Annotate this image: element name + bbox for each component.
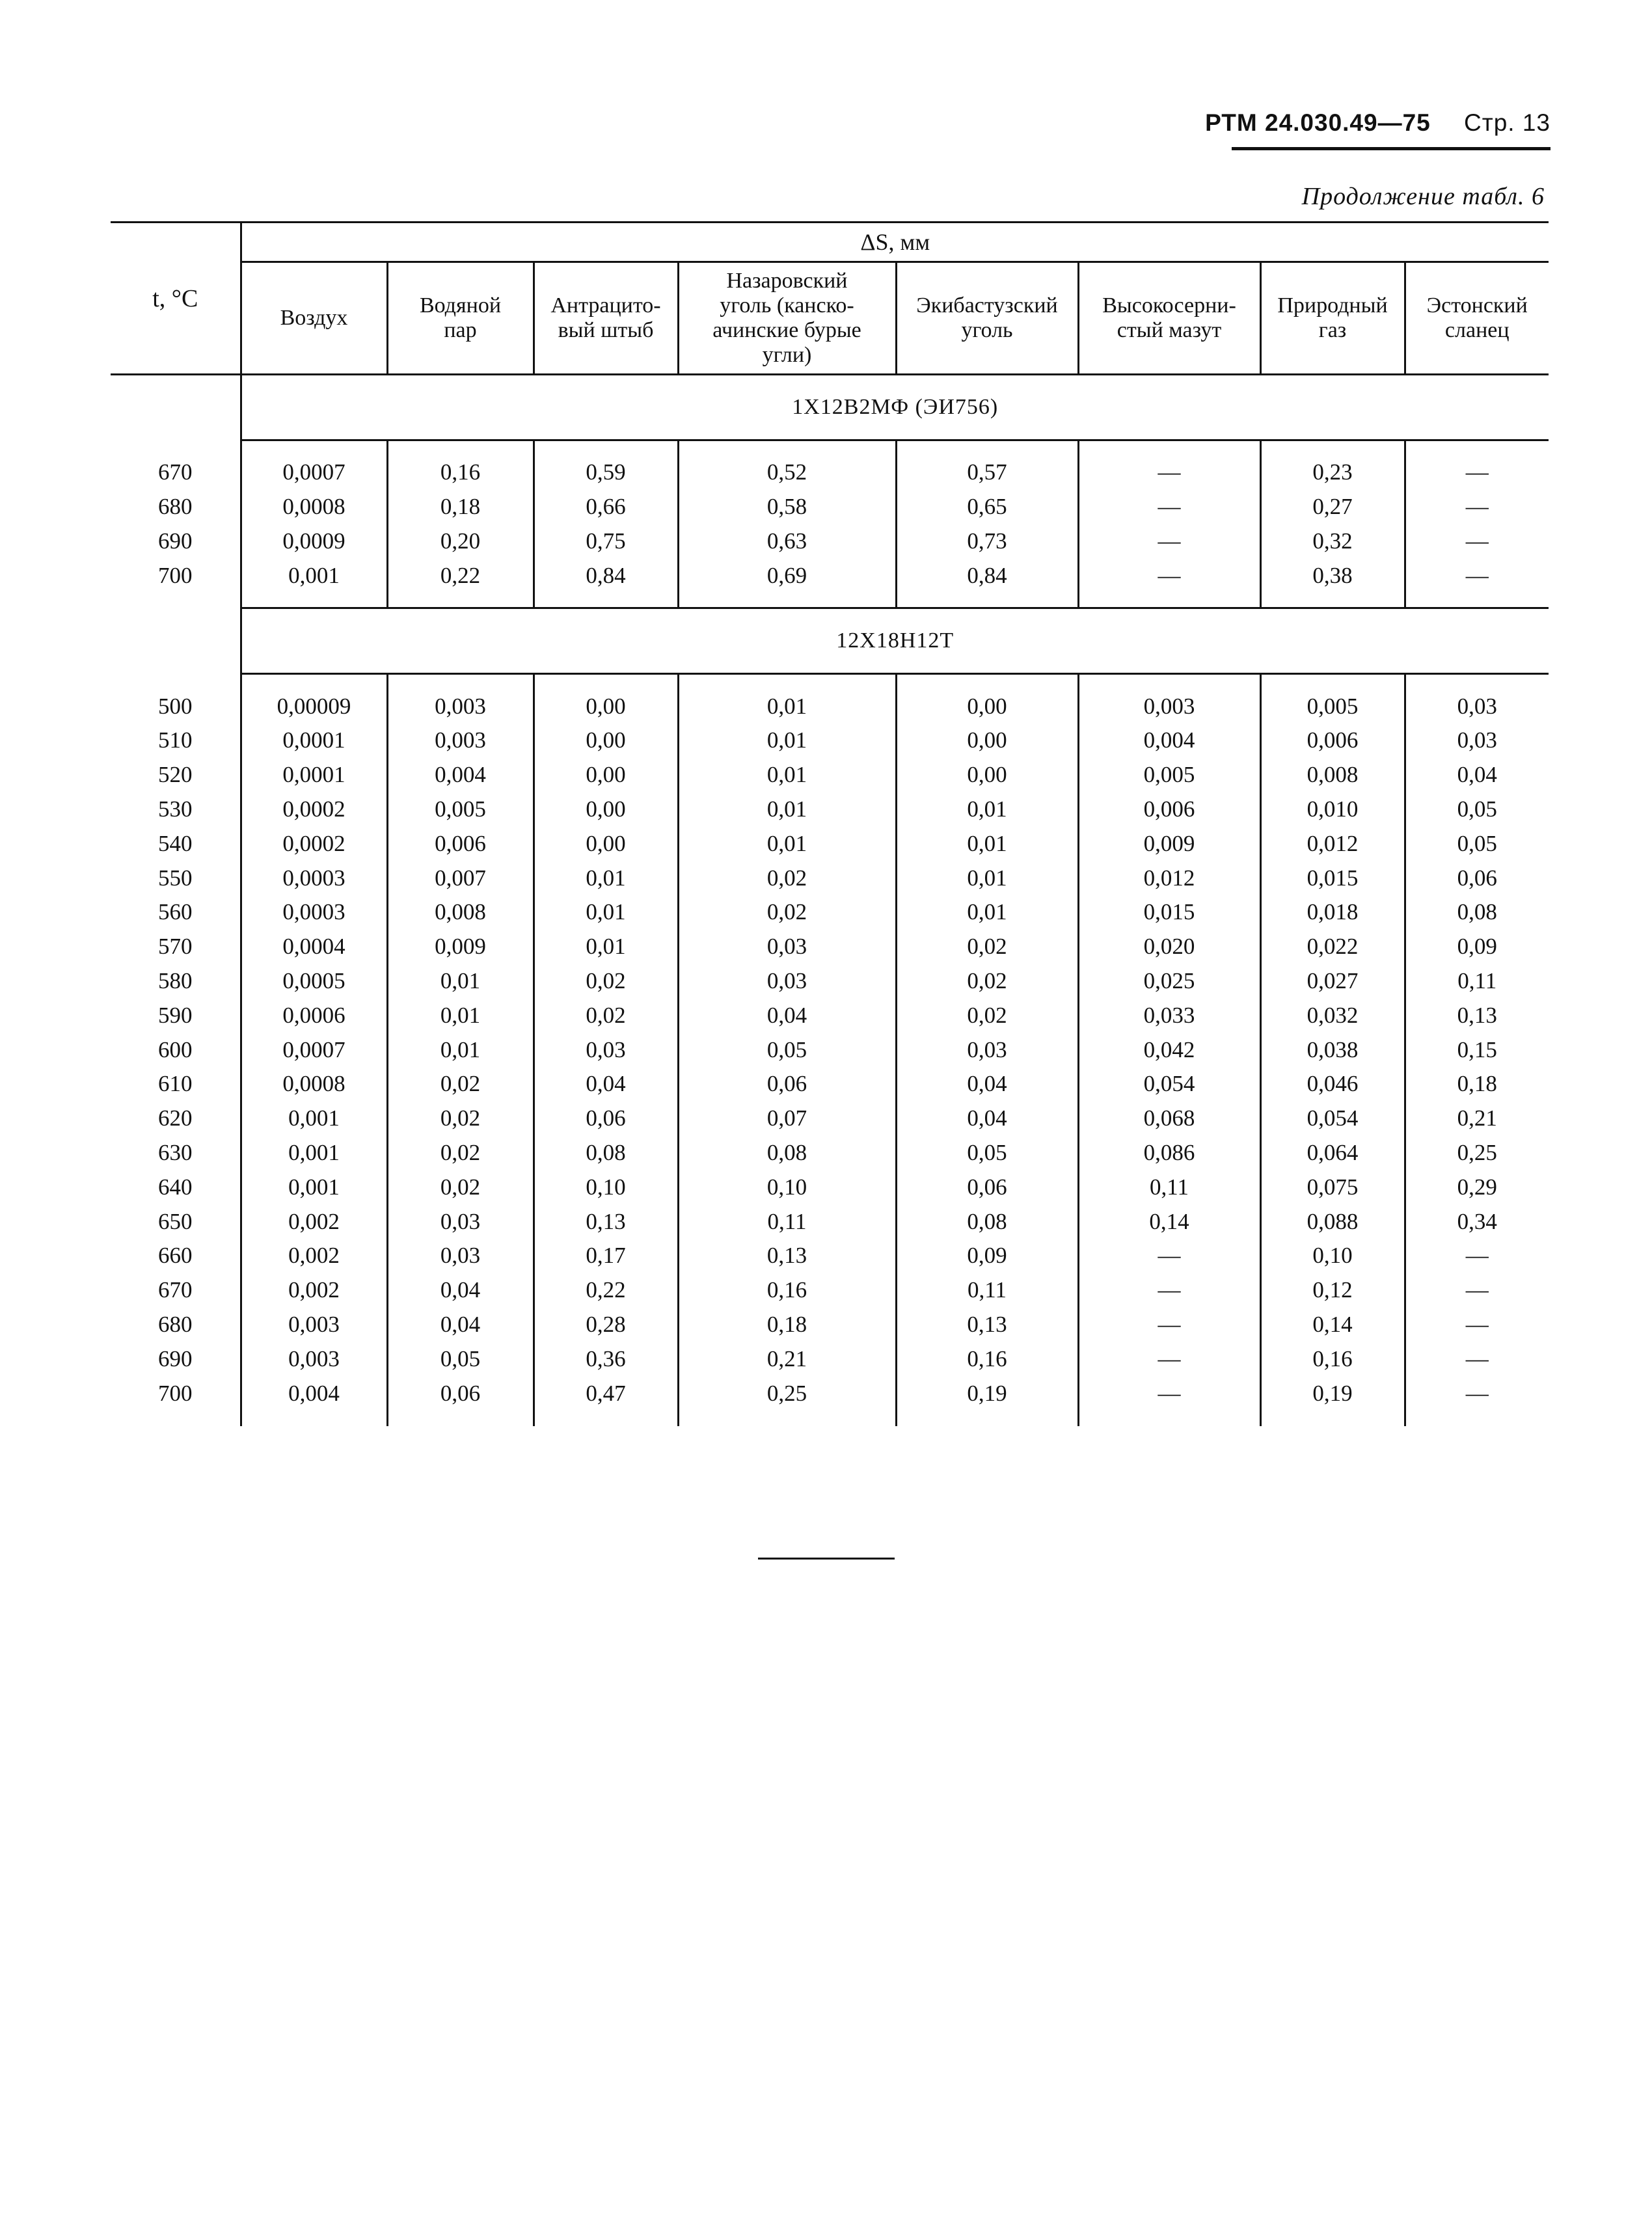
column-header — [387, 262, 534, 375]
temperature-cell: 530 — [111, 792, 241, 827]
value-cell: 0,0001 — [241, 758, 387, 792]
value-cell: 0,03 — [1457, 727, 1497, 753]
value-cell: — — [1465, 528, 1489, 554]
value-cell: 0,054 — [1078, 1067, 1260, 1101]
table-row — [111, 758, 1549, 792]
temperature-cell: 680 — [111, 1308, 241, 1342]
value-cell: — — [1465, 459, 1489, 485]
value-cell: 0,00 — [534, 758, 678, 792]
value-cell: 0,018 — [1260, 895, 1405, 930]
value-cell: 0,01 — [678, 758, 896, 792]
value-cell: 0,59 — [534, 455, 678, 490]
value-cell: 0,06 — [387, 1376, 534, 1411]
value-cell: — — [1465, 1345, 1489, 1371]
value-cell: 0,004 — [1078, 723, 1260, 758]
value-cell: 0,003 — [241, 1308, 387, 1342]
value-cell: 0,032 — [1260, 998, 1405, 1033]
value-cell: 0,18 — [1457, 1071, 1497, 1097]
value-cell: 0,36 — [534, 1342, 678, 1376]
table-row — [111, 1101, 1549, 1136]
table-row — [111, 1136, 1549, 1170]
value-cell: 0,52 — [678, 455, 896, 490]
value-cell: 0,00 — [534, 826, 678, 861]
table-row — [111, 558, 1549, 593]
value-cell: 0,003 — [241, 1342, 387, 1376]
value-cell: 0,05 — [1457, 796, 1497, 822]
value-cell: 0,01 — [678, 689, 896, 723]
table-row — [111, 1273, 1549, 1308]
column-header-line: пар — [444, 318, 477, 342]
value-cell: 0,66 — [534, 490, 678, 524]
value-cell: 0,02 — [534, 964, 678, 999]
column-header-line: уголь (канско- — [720, 293, 854, 317]
table-row — [111, 895, 1549, 930]
temperature-cell: 620 — [111, 1101, 241, 1136]
value-cell: 0,00009 — [241, 689, 387, 723]
value-cell: 0,01 — [387, 964, 534, 999]
value-cell: — — [1078, 1376, 1260, 1411]
value-cell: 0,03 — [678, 930, 896, 964]
value-cell: 0,07 — [678, 1101, 896, 1136]
table-row — [111, 792, 1549, 827]
table-row — [111, 723, 1549, 758]
value-cell: 0,25 — [678, 1376, 896, 1411]
value-cell: — — [1465, 1277, 1489, 1303]
value-cell: 0,13 — [678, 1239, 896, 1273]
table-row — [111, 1204, 1549, 1239]
column-header-line: ачинские бурые — [712, 318, 861, 342]
value-cell: 0,001 — [241, 1101, 387, 1136]
value-cell: 0,002 — [241, 1273, 387, 1308]
column-header-line: Водяной — [419, 293, 502, 317]
value-cell: 0,03 — [678, 964, 896, 999]
column-header-line: Природный — [1277, 293, 1388, 317]
value-cell: — — [1465, 1380, 1489, 1406]
header-rule — [1232, 147, 1550, 150]
value-cell: 0,01 — [387, 1033, 534, 1067]
value-cell: 0,06 — [1457, 865, 1497, 891]
temperature-cell: 570 — [111, 930, 241, 964]
value-cell: 0,06 — [678, 1067, 896, 1101]
value-cell: 0,0001 — [241, 723, 387, 758]
value-cell: 0,13 — [896, 1308, 1078, 1342]
value-cell: 0,08 — [678, 1136, 896, 1170]
column-header-line: Экибастузский — [916, 293, 1058, 317]
value-cell: 0,0007 — [241, 1033, 387, 1067]
value-cell: — — [1465, 1243, 1489, 1269]
value-cell: 0,03 — [534, 1033, 678, 1067]
value-cell: 0,14 — [1260, 1308, 1405, 1342]
temperature-header: t, °C — [111, 223, 241, 375]
value-cell: 0,04 — [678, 998, 896, 1033]
value-cell: 0,02 — [678, 861, 896, 895]
value-cell: 0,042 — [1078, 1033, 1260, 1067]
value-cell: 0,01 — [534, 861, 678, 895]
table-row — [111, 1239, 1549, 1273]
temperature-cell: 650 — [111, 1204, 241, 1239]
value-cell: 0,0004 — [241, 930, 387, 964]
value-cell: 0,003 — [1078, 689, 1260, 723]
value-cell: — — [1078, 490, 1260, 524]
value-cell: 0,0008 — [241, 490, 387, 524]
table-row — [111, 490, 1549, 524]
value-cell: 0,0006 — [241, 998, 387, 1033]
value-cell: 0,015 — [1260, 861, 1405, 895]
value-cell: 0,47 — [534, 1376, 678, 1411]
value-cell: 0,01 — [678, 826, 896, 861]
value-cell: 0,086 — [1078, 1136, 1260, 1170]
value-cell: 0,11 — [896, 1273, 1078, 1308]
value-cell: 0,012 — [1078, 861, 1260, 895]
column-header-line: Назаровский — [726, 269, 848, 293]
column-header — [1260, 262, 1405, 375]
value-cell: 0,010 — [1260, 792, 1405, 827]
column-header-line: угли) — [762, 343, 812, 367]
value-cell: 0,0003 — [241, 895, 387, 930]
value-cell: 0,008 — [387, 895, 534, 930]
column-header — [241, 262, 387, 375]
value-cell: 0,14 — [1078, 1204, 1260, 1239]
value-cell: 0,012 — [1260, 826, 1405, 861]
value-cell: 0,0008 — [241, 1067, 387, 1101]
value-cell: 0,0005 — [241, 964, 387, 999]
value-cell: 0,27 — [1260, 490, 1405, 524]
value-cell: 0,05 — [678, 1033, 896, 1067]
value-cell: 0,003 — [387, 723, 534, 758]
temperature-cell: 680 — [111, 490, 241, 524]
value-cell: 0,13 — [534, 1204, 678, 1239]
column-header — [896, 262, 1078, 375]
value-cell: 0,00 — [896, 689, 1078, 723]
section-title: 12Х18Н12Т — [241, 608, 1549, 674]
value-cell: 0,005 — [1260, 689, 1405, 723]
value-cell: 0,00 — [896, 758, 1078, 792]
value-cell: 0,02 — [387, 1136, 534, 1170]
column-header-line: сланец — [1444, 318, 1510, 342]
value-cell: 0,63 — [678, 524, 896, 559]
value-cell: 0,01 — [534, 930, 678, 964]
value-cell: 0,16 — [387, 455, 534, 490]
table-row — [111, 455, 1549, 490]
temperature-cell: 670 — [111, 455, 241, 490]
column-header-line: Воздух — [280, 306, 348, 330]
value-cell: 0,11 — [1457, 967, 1497, 993]
value-cell: 0,08 — [896, 1204, 1078, 1239]
value-cell: 0,038 — [1260, 1033, 1405, 1067]
data-table — [111, 221, 1549, 1426]
value-cell: 0,02 — [896, 998, 1078, 1033]
value-cell: 0,18 — [387, 490, 534, 524]
value-cell: 0,064 — [1260, 1136, 1405, 1170]
value-cell: 0,01 — [896, 895, 1078, 930]
value-cell: 0,21 — [678, 1342, 896, 1376]
value-cell: 0,02 — [896, 964, 1078, 999]
table-row — [111, 1308, 1549, 1342]
value-cell: — — [1078, 524, 1260, 559]
value-cell: 0,05 — [1457, 830, 1497, 856]
temperature-cell: 700 — [111, 1376, 241, 1411]
value-cell: 0,088 — [1260, 1204, 1405, 1239]
value-cell: 0,03 — [1457, 693, 1497, 719]
temperature-cell: 700 — [111, 558, 241, 593]
value-cell: 0,027 — [1260, 964, 1405, 999]
value-cell: 0,58 — [678, 490, 896, 524]
end-rule — [758, 1558, 895, 1560]
value-cell: 0,01 — [678, 792, 896, 827]
value-cell: 0,13 — [1457, 1002, 1497, 1028]
column-header — [678, 262, 896, 375]
value-cell: 0,65 — [896, 490, 1078, 524]
value-cell: — — [1078, 558, 1260, 593]
temperature-cell: 600 — [111, 1033, 241, 1067]
value-cell: 0,005 — [1078, 758, 1260, 792]
value-cell: 0,28 — [534, 1308, 678, 1342]
value-cell: 0,84 — [534, 558, 678, 593]
value-cell: 0,04 — [896, 1067, 1078, 1101]
table-row — [111, 964, 1549, 999]
column-header — [534, 262, 678, 375]
value-cell: — — [1078, 455, 1260, 490]
value-cell: 0,01 — [534, 895, 678, 930]
value-cell: 0,004 — [387, 758, 534, 792]
value-cell: 0,01 — [678, 723, 896, 758]
value-cell: 0,004 — [241, 1376, 387, 1411]
value-cell: 0,05 — [387, 1342, 534, 1376]
value-cell: 0,02 — [387, 1067, 534, 1101]
value-cell: 0,00 — [896, 723, 1078, 758]
value-cell: 0,22 — [387, 558, 534, 593]
column-header — [1405, 262, 1549, 375]
value-cell: 0,04 — [387, 1273, 534, 1308]
value-cell: 0,09 — [896, 1239, 1078, 1273]
value-cell: 0,69 — [678, 558, 896, 593]
column-header-line: Антрацито- — [550, 293, 661, 317]
value-cell: 0,34 — [1457, 1208, 1497, 1234]
value-cell: 0,08 — [1457, 899, 1497, 925]
value-cell: 0,84 — [896, 558, 1078, 593]
value-cell: — — [1465, 494, 1489, 520]
value-cell: 0,04 — [896, 1101, 1078, 1136]
value-cell: 0,03 — [896, 1033, 1078, 1067]
value-cell: 0,068 — [1078, 1101, 1260, 1136]
value-cell: 0,04 — [387, 1308, 534, 1342]
table-row — [111, 1170, 1549, 1204]
value-cell: 0,06 — [896, 1170, 1078, 1204]
column-header-line: вый штыб — [558, 318, 654, 342]
value-cell: 0,022 — [1260, 930, 1405, 964]
temperature-cell: 510 — [111, 723, 241, 758]
table-row — [111, 1033, 1549, 1067]
value-cell: — — [1465, 1311, 1489, 1337]
value-cell: 0,003 — [387, 689, 534, 723]
value-cell: 0,03 — [387, 1204, 534, 1239]
value-cell: 0,006 — [1078, 792, 1260, 827]
temperature-cell: 690 — [111, 524, 241, 559]
value-cell: 0,046 — [1260, 1067, 1405, 1101]
value-cell: 0,025 — [1078, 964, 1260, 999]
value-cell: 0,21 — [1457, 1105, 1497, 1131]
temperature-cell: 550 — [111, 861, 241, 895]
value-cell: 0,08 — [534, 1136, 678, 1170]
value-cell: 0,005 — [387, 792, 534, 827]
value-cell: 0,12 — [1260, 1273, 1405, 1308]
value-cell: 0,02 — [387, 1101, 534, 1136]
table-row — [111, 998, 1549, 1033]
value-cell: 0,11 — [1078, 1170, 1260, 1204]
table-row — [111, 524, 1549, 559]
value-cell: 0,007 — [387, 861, 534, 895]
value-cell: 0,054 — [1260, 1101, 1405, 1136]
value-cell: 0,0003 — [241, 861, 387, 895]
value-cell: 0,020 — [1078, 930, 1260, 964]
value-cell: 0,008 — [1260, 758, 1405, 792]
temperature-cell: 640 — [111, 1170, 241, 1204]
column-header-line: Высокосерни- — [1102, 293, 1236, 317]
section-title: 1Х12В2МФ (ЭИ756) — [241, 375, 1549, 440]
value-cell: — — [1078, 1342, 1260, 1376]
value-cell: 0,09 — [1457, 934, 1497, 960]
table-row — [111, 1067, 1549, 1101]
value-cell: 0,10 — [1260, 1239, 1405, 1273]
table-continuation-label: Продолжение табл. 6 — [1301, 183, 1545, 210]
temperature-cell: 500 — [111, 689, 241, 723]
value-cell: 0,75 — [534, 524, 678, 559]
delta-s-header: ΔS, мм — [241, 223, 1549, 262]
value-cell: — — [1078, 1308, 1260, 1342]
page-number: Стр. 13 — [1464, 109, 1550, 136]
value-cell: 0,015 — [1078, 895, 1260, 930]
value-cell: 0,04 — [534, 1067, 678, 1101]
value-cell: 0,16 — [896, 1342, 1078, 1376]
value-cell: 0,006 — [1260, 723, 1405, 758]
value-cell: 0,11 — [678, 1204, 896, 1239]
value-cell: 0,22 — [534, 1273, 678, 1308]
value-cell: 0,0007 — [241, 455, 387, 490]
value-cell: — — [1078, 1273, 1260, 1308]
value-cell: 0,01 — [387, 998, 534, 1033]
value-cell: 0,00 — [534, 689, 678, 723]
temperature-cell: 610 — [111, 1067, 241, 1101]
temperature-cell: 580 — [111, 964, 241, 999]
value-cell: 0,00 — [534, 723, 678, 758]
table-row — [111, 1376, 1549, 1411]
value-cell: — — [1465, 562, 1489, 588]
value-cell: 0,04 — [1457, 762, 1497, 788]
value-cell: 0,002 — [241, 1239, 387, 1273]
temperature-cell: 630 — [111, 1136, 241, 1170]
value-cell: 0,05 — [896, 1136, 1078, 1170]
table-row — [111, 689, 1549, 723]
value-cell: 0,73 — [896, 524, 1078, 559]
value-cell: 0,033 — [1078, 998, 1260, 1033]
value-cell: 0,075 — [1260, 1170, 1405, 1204]
value-cell: 0,02 — [387, 1170, 534, 1204]
value-cell: 0,00 — [534, 792, 678, 827]
value-cell: 0,20 — [387, 524, 534, 559]
value-cell: 0,009 — [387, 930, 534, 964]
value-cell: 0,0002 — [241, 826, 387, 861]
value-cell: 0,03 — [387, 1239, 534, 1273]
temperature-cell: 540 — [111, 826, 241, 861]
value-cell: 0,001 — [241, 558, 387, 593]
temperature-cell: 590 — [111, 998, 241, 1033]
value-cell: 0,18 — [678, 1308, 896, 1342]
value-cell: 0,001 — [241, 1170, 387, 1204]
value-cell: 0,002 — [241, 1204, 387, 1239]
value-cell: 0,10 — [534, 1170, 678, 1204]
table-row — [111, 861, 1549, 895]
value-cell: 0,0009 — [241, 524, 387, 559]
value-cell: 0,001 — [241, 1136, 387, 1170]
table-row — [111, 1342, 1549, 1376]
document-code: РТМ 24.030.49—75 — [1205, 109, 1431, 136]
column-header-line: стый мазут — [1117, 318, 1222, 342]
column-header — [1078, 262, 1260, 375]
value-cell: 0,006 — [387, 826, 534, 861]
value-cell: 0,06 — [534, 1101, 678, 1136]
value-cell: 0,009 — [1078, 826, 1260, 861]
table-row — [111, 826, 1549, 861]
page-header — [1205, 109, 1550, 137]
value-cell: 0,23 — [1260, 455, 1405, 490]
value-cell: 0,0002 — [241, 792, 387, 827]
value-cell: 0,01 — [896, 861, 1078, 895]
temperature-cell: 520 — [111, 758, 241, 792]
temperature-cell: 670 — [111, 1273, 241, 1308]
value-cell: 0,19 — [896, 1376, 1078, 1411]
value-cell: 0,19 — [1260, 1376, 1405, 1411]
value-cell: 0,32 — [1260, 524, 1405, 559]
value-cell: 0,29 — [1457, 1174, 1497, 1200]
column-header-line: газ — [1318, 318, 1347, 342]
value-cell: 0,02 — [896, 930, 1078, 964]
value-cell: 0,10 — [678, 1170, 896, 1204]
value-cell: 0,01 — [896, 792, 1078, 827]
value-cell: 0,38 — [1260, 558, 1405, 593]
value-cell: 0,25 — [1457, 1139, 1497, 1165]
value-cell: 0,01 — [896, 826, 1078, 861]
value-cell: 0,16 — [678, 1273, 896, 1308]
value-cell: 0,02 — [678, 895, 896, 930]
table-row — [111, 930, 1549, 964]
value-cell: 0,15 — [1457, 1036, 1497, 1062]
temperature-cell: 660 — [111, 1239, 241, 1273]
temperature-cell: 560 — [111, 895, 241, 930]
temperature-cell: 690 — [111, 1342, 241, 1376]
column-header-line: Эстонский — [1426, 293, 1528, 317]
value-cell: 0,16 — [1260, 1342, 1405, 1376]
value-cell: — — [1078, 1239, 1260, 1273]
value-cell: 0,17 — [534, 1239, 678, 1273]
column-header-line: уголь — [961, 318, 1013, 342]
value-cell: 0,57 — [896, 455, 1078, 490]
value-cell: 0,02 — [534, 998, 678, 1033]
